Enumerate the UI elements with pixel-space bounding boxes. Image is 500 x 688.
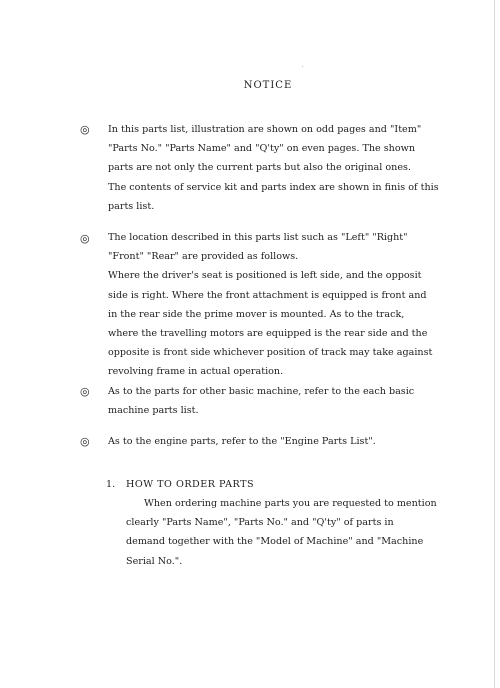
paragraph-line: When ordering machine parts you are requested to mention	[144, 498, 437, 509]
bullet-icon: ◎	[80, 385, 90, 398]
paragraph-line: As to the parts for other basic machine, refer to the each basic	[108, 386, 415, 397]
section-number: 1.	[106, 479, 116, 490]
paragraph-line: Serial No.".	[126, 555, 183, 567]
notice-paragraph-4	[108, 432, 480, 451]
bullet-icon: ◎	[80, 232, 90, 245]
paragraph-line: side is right. Where the front attachment is equipped is front and	[108, 289, 427, 301]
paragraph-line: The location described in this parts list such as "Left" "Right"	[108, 232, 408, 243]
bullet-icon: ◎	[80, 435, 90, 448]
paragraph-line: The contents of service kit and parts index are shown in finis of this	[108, 181, 439, 193]
paragraph-line: in the rear side the prime mover is mounted. As to the track,	[108, 308, 405, 320]
paragraph-line: "Parts No." "Parts Name" and "Q'ty" on even pages. The shown	[108, 143, 416, 155]
page-title: NOTICE	[243, 80, 293, 91]
notice-paragraph-3	[108, 382, 480, 420]
paragraph-line: parts are not only the current parts but also the original ones.	[108, 162, 411, 174]
section-heading: HOW TO ORDER PARTS	[126, 479, 255, 490]
paragraph-line: Where the driver's seat is positioned is left side, and the opposit	[108, 270, 422, 282]
section-paragraph	[126, 494, 466, 571]
paragraph-line: parts list.	[108, 200, 155, 212]
paragraph-line: where the travelling motors are equipped is the rear side and the	[108, 327, 428, 339]
paragraph-line: In this parts list, illustration are shown on odd pages and "Item"	[108, 124, 422, 135]
notice-paragraph-1	[108, 120, 480, 216]
paragraph-line: machine parts list.	[108, 405, 199, 417]
paragraph-line: opposite is front side whichever position of track may take against	[108, 347, 433, 359]
paragraph-line: As to the engine parts, refer to the "Engine Parts List".	[108, 436, 376, 447]
scan-edge-line	[494, 0, 495, 688]
bullet-icon: ◎	[80, 123, 90, 136]
paragraph-line: revolving frame in actual operation.	[108, 366, 284, 378]
paragraph-line: demand together with the "Model of Machine" and "Machine	[126, 536, 424, 548]
paragraph-line: clearly "Parts Name", "Parts No." and "Q'ty" of parts in	[126, 517, 394, 529]
notice-paragraph-2	[108, 228, 480, 382]
paragraph-line: "Front" "Rear" are provided as follows.	[108, 251, 299, 263]
scan-speck	[302, 66, 303, 67]
